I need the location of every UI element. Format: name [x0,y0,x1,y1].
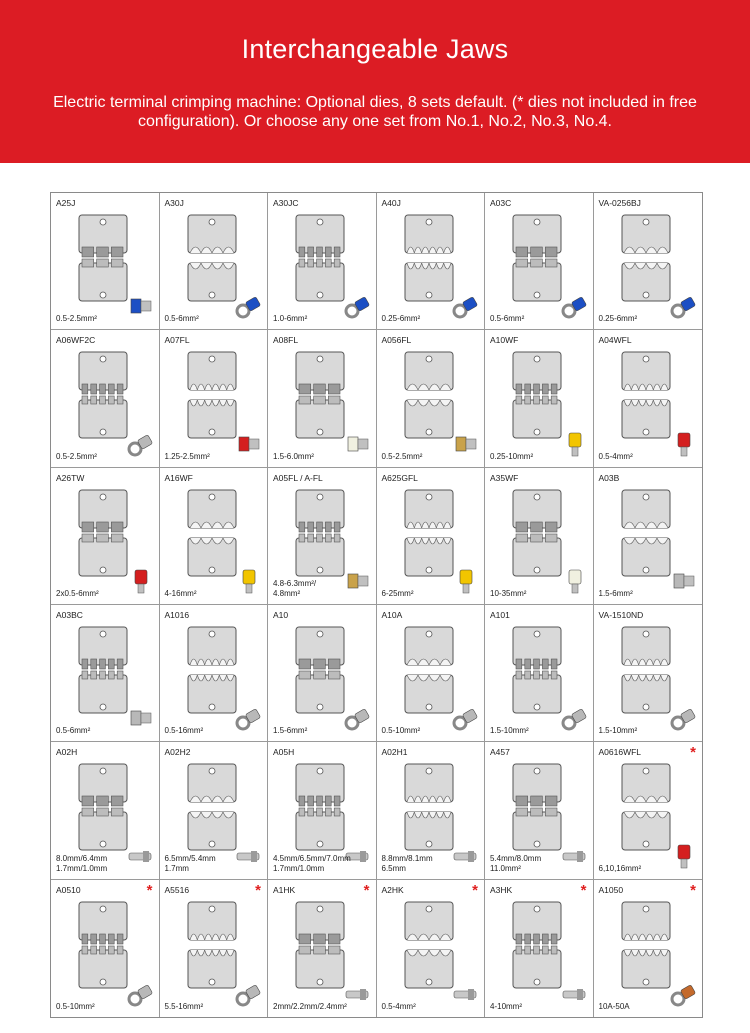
die-code: A1016 [164,609,190,620]
dies-grid [50,192,703,1018]
crimp-die-image [73,760,133,856]
die-code: A10A [381,609,403,620]
die-spec: 10-35mm² [490,588,527,598]
terminal-image [452,981,478,1007]
die-code: A02H2 [164,747,191,758]
die-cell [268,605,377,742]
terminal-image [561,431,587,457]
page-subtitle: Electric terminal crimping machine: Optional dies, 8 sets default. (* dies not included in free configuration). Or choose any one set from No.1, No.2, No.3, No.4. [53,94,697,130]
die-code: A26TW [56,472,85,483]
die-cell [160,330,269,467]
die-cell [594,742,703,879]
die-cell [51,330,160,467]
die-code: A2HK [381,884,404,895]
die-cell [268,880,377,1017]
crimp-die-image [399,898,459,994]
terminal-image [670,431,696,457]
die-code: A10 [273,609,289,620]
die-code: A03B [598,472,620,483]
die-cell [51,193,160,330]
die-spec: 0.25-10mm² [490,451,534,461]
terminal-image [127,293,153,319]
die-spec: 0.5-4mm² [381,1001,416,1011]
die-spec: 0.5-6mm² [56,726,91,736]
die-cell [51,880,160,1017]
die-cell [377,880,486,1017]
die-code: A101 [490,609,510,620]
crimp-die-image [616,348,676,444]
terminal-image [344,431,370,457]
optional-star-icon: * [472,881,478,899]
die-cell [268,193,377,330]
die-spec: 8.0mm/6.4mm 1.7mm/1.0mm [56,853,108,873]
optional-star-icon: * [146,881,153,899]
crimp-die-image [182,486,242,582]
crimp-die-image [182,898,242,994]
die-spec: 6,10,16mm² [598,863,642,873]
terminal-image [670,981,696,1007]
header-banner [0,0,750,163]
die-code: A1HK [273,884,296,895]
crimp-die-image [182,348,242,444]
die-code: A03C [490,198,512,208]
die-cell [485,742,594,879]
die-code: A06WF2C [56,335,96,346]
die-code: A0510 [56,884,81,895]
crimp-die-image [399,211,459,307]
terminal-image [670,568,696,594]
die-spec: 1.5-6mm² [273,726,308,736]
die-cell [160,468,269,605]
die-spec: 0.25-6mm² [598,314,638,324]
terminal-image [561,293,587,319]
terminal-image [561,705,587,731]
die-cell [377,193,486,330]
terminal-image [127,568,153,594]
terminal-image [235,705,261,731]
crimp-die-image [507,348,567,444]
die-cell [160,880,269,1017]
die-code: A25J [56,198,76,208]
terminal-image [235,843,261,869]
crimp-die-image [399,760,459,856]
crimp-die-image [73,486,133,582]
die-cell [268,742,377,879]
terminal-image [235,568,261,594]
die-spec: 0.5-16mm² [164,726,204,736]
crimp-die-image [616,898,676,994]
die-spec: 6-25mm² [381,588,414,598]
die-spec: 2x0.5-6mm² [56,588,99,598]
die-cell [268,468,377,605]
die-spec: 4.5mm/6.5mm/7.0mm 1.7mm/1.0mm [273,853,351,873]
terminal-image [235,431,261,457]
die-cell [377,605,486,742]
optional-star-icon: * [580,881,587,899]
die-cell [485,330,594,467]
die-code: A03BC [56,609,83,620]
die-cell [594,468,703,605]
die-spec: 0.5-10mm² [56,1001,95,1011]
die-spec: 1.5-6.0mm² [273,451,314,461]
die-spec: 8.8mm/8.1mm 6.5mm [381,853,433,873]
terminal-image [235,981,261,1007]
die-code: A05FL / A-FL [273,472,323,483]
die-code: A625GFL [381,472,418,483]
die-cell [377,468,486,605]
page-title: Interchangeable Jaws [241,34,509,64]
crimp-die-image [507,760,567,856]
terminal-image [235,293,261,319]
terminal-image [344,705,370,731]
die-code: A3HK [490,884,513,895]
terminal-image [452,293,478,319]
die-spec: 1.25-2.5mm² [164,451,210,461]
terminal-image [344,568,370,594]
die-code: A30J [164,198,184,208]
terminal-image [452,431,478,457]
die-code: A35WF [490,472,519,483]
die-spec: 2mm/2.2mm/2.4mm² [273,1001,347,1011]
crimp-die-image [290,760,350,856]
terminal-image [127,981,153,1007]
die-cell [160,742,269,879]
die-spec: 1.5-6mm² [598,588,633,598]
crimp-die-image [182,760,242,856]
die-spec: 0.5-2.5mm² [381,451,423,461]
die-code: A07FL [164,335,190,346]
terminal-image [127,431,153,457]
crimp-die-image [290,486,350,582]
die-spec: 1.5-10mm² [490,726,529,736]
die-spec: 0.5-6mm² [490,314,525,324]
die-cell [377,330,486,467]
die-code: A10WF [490,335,519,346]
terminal-image [452,705,478,731]
die-code: VA-0256BJ [598,198,641,208]
terminal-image [344,981,370,1007]
die-cell [485,468,594,605]
optional-star-icon: * [363,881,370,899]
die-spec: 0.25-6mm² [381,314,421,324]
terminal-image [670,705,696,731]
die-spec: 0.5-2.5mm² [56,451,97,461]
crimp-die-image [73,623,133,719]
crimp-die-image [182,623,242,719]
crimp-die-image [73,348,133,444]
crimp-die-image [73,898,133,994]
terminal-image [670,293,696,319]
die-cell [377,742,486,879]
die-spec: 4.8-6.3mm²/ 4.8mm² [273,578,317,598]
die-spec: 1.0-6mm² [273,314,308,324]
crimp-die-image [73,211,133,307]
die-cell [51,742,160,879]
crimp-die-image [290,348,350,444]
crimp-die-image [507,623,567,719]
terminal-image [127,843,153,869]
terminal-image [452,568,478,594]
die-code: A056FL [381,335,412,346]
terminal-image [127,705,153,731]
terminal-image [561,981,587,1007]
crimp-die-image [616,623,676,719]
die-spec: 5.5-16mm² [164,1001,204,1011]
crimp-die-image [399,486,459,582]
die-cell [51,468,160,605]
die-code: VA-1510ND [598,609,644,620]
die-spec: 0.5-2.5mm² [56,314,97,324]
die-spec: 5.4mm/8.0mm 11.0mm² [490,853,542,873]
crimp-die-image [290,623,350,719]
die-spec: 6.5mm/5.4mm 1.7mm [164,853,216,873]
terminal-image [561,568,587,594]
die-spec: 0.5-4mm² [598,451,633,461]
die-spec: 4-10mm² [490,1001,523,1011]
terminal-image [344,293,370,319]
crimp-die-image [616,211,676,307]
die-spec: 1.5-10mm² [598,726,638,736]
crimp-die-image [182,211,242,307]
crimp-die-image [399,623,459,719]
crimp-die-image [507,486,567,582]
die-code: A30JC [273,198,299,208]
die-spec: 0.5-10mm² [381,726,421,736]
optional-star-icon: * [690,881,696,899]
die-spec: 4-16mm² [164,588,197,598]
die-cell [160,193,269,330]
die-code: A457 [490,747,510,758]
die-code: A02H1 [381,747,408,758]
die-code: A05H [273,747,295,758]
crimp-die-image [616,760,676,856]
die-cell [485,193,594,330]
crimp-die-image [290,898,350,994]
die-code: A5516 [164,884,190,895]
optional-star-icon: * [690,744,696,762]
die-code: A08FL [273,335,299,346]
crimp-die-image [507,898,567,994]
die-code: A1050 [598,884,624,895]
die-cell [160,605,269,742]
die-cell [268,330,377,467]
die-code: A04WFL [598,335,632,346]
optional-star-icon: * [255,881,261,899]
die-spec: 10A-50A [598,1001,630,1011]
crimp-die-image [507,211,567,307]
die-cell [594,605,703,742]
terminal-image [670,843,696,869]
die-cell [594,330,703,467]
die-cell [594,193,703,330]
crimp-die-image [290,211,350,307]
die-cell [51,605,160,742]
die-code: A40J [381,198,401,208]
terminal-image [561,843,587,869]
die-cell [594,880,703,1017]
die-code: A02H [56,747,78,758]
die-code: A0616WFL [598,747,642,758]
crimp-die-image [399,348,459,444]
die-spec: 0.5-6mm² [164,314,199,324]
die-code: A16WF [164,472,193,483]
terminal-image [452,843,478,869]
crimp-die-image [616,486,676,582]
die-cell [485,605,594,742]
die-cell [485,880,594,1017]
